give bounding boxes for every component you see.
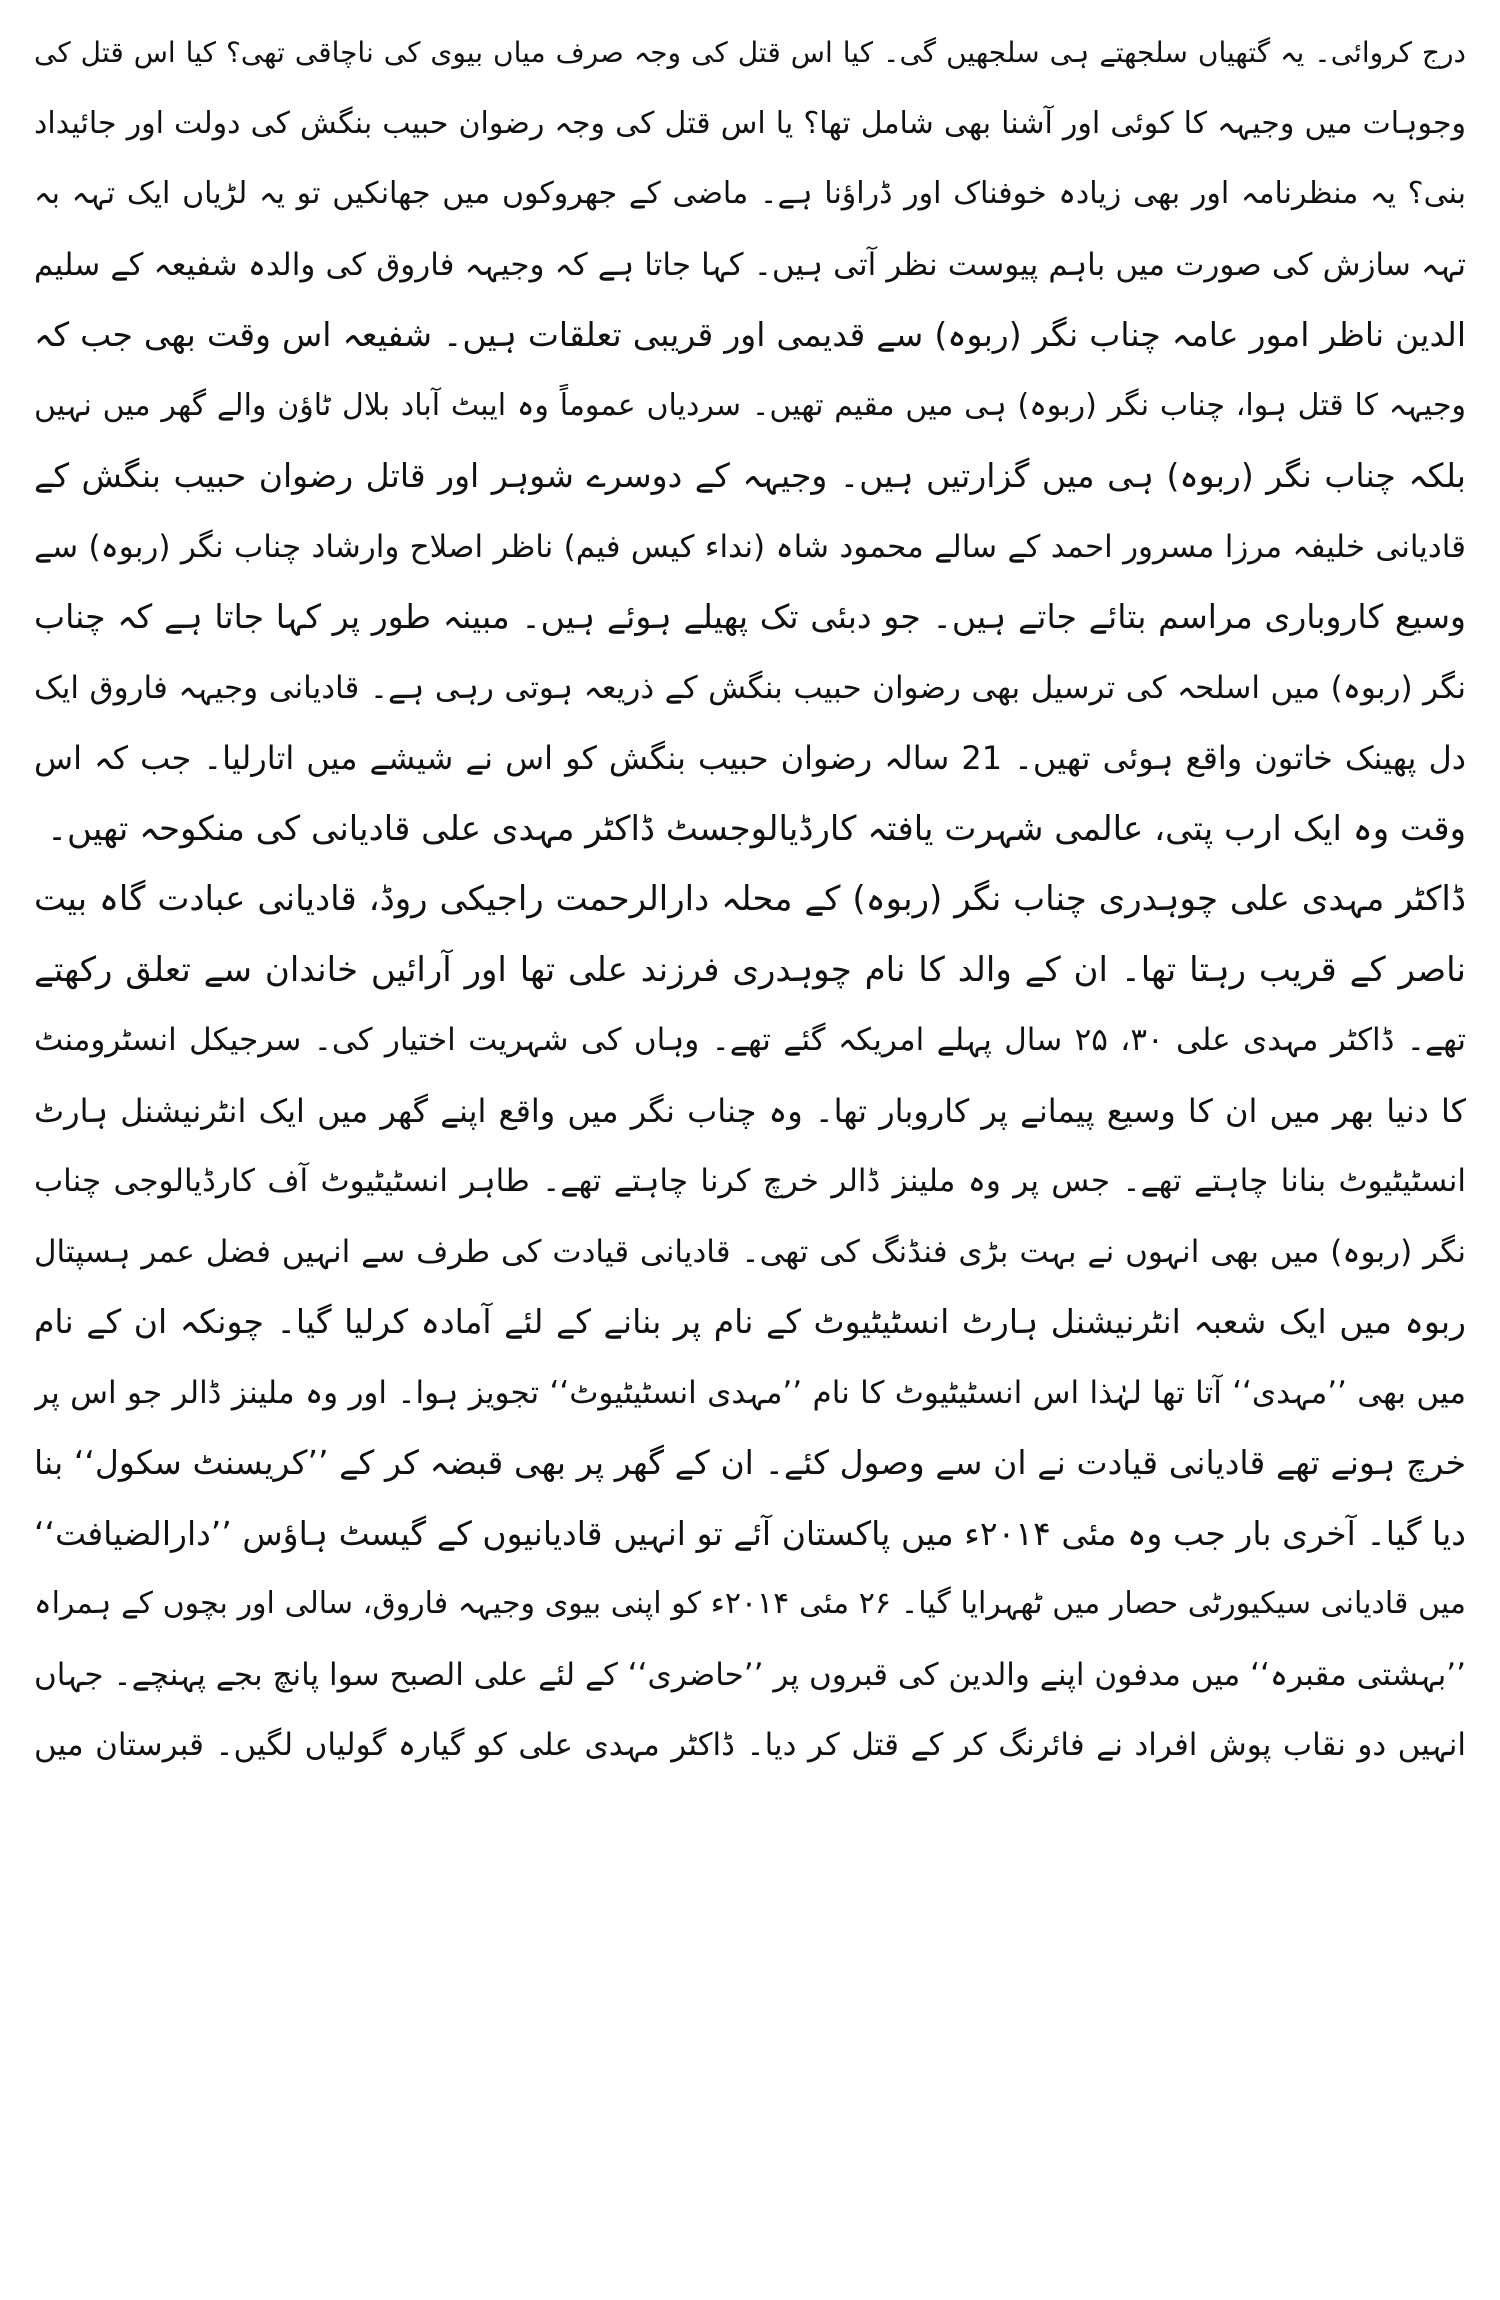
text-line: نگر (ربوہ) میں اسلحہ کی ترسیل بھی رضوان حبیب بنگش کے ذریعہ ہوتی رہی ہے۔ قادیانی وجیہہ فاروق ایک	[34, 669, 1466, 706]
text-line: بنی؟ یہ منظرنامہ اور بھی زیادہ خوفناک اور ڈراؤنا ہے۔ ماضی کے جھروکوں میں جھانکیں تو یہ لڑیاں ایک تہہ بہ	[34, 176, 1466, 211]
text-line: خرچ ہونے تھے قادیانی قیادت نے ان سے وصول کئے۔ ان کے گھر پر بھی قبضہ کر کے ’’کریسنٹ سکول‘‘ بنا	[34, 1443, 1466, 1482]
text-line: درج کروائی۔ یہ گتھیاں سلجھتے ہی سلجھیں گی۔ کیا اس قتل کی وجہ صرف میاں بیوی کی ناچاقی تھی؟ کیا اس قتل کی	[34, 36, 1466, 69]
paragraph-end-line: وقت وہ ایک ارب پتی، عالمی شہرت یافتہ کارڈیالوجسٹ ڈاکٹر مہدی علی قادیانی کی منکوحہ تھیں۔	[47, 808, 1466, 849]
text-line: تھے۔ ڈاکٹر مہدی علی ۳۰، ۲۵ سال پہلے امریکہ گئے تھے۔ وہاں کی شہریت اختیار کی۔ سرجیکل انسٹرومنٹ	[34, 1022, 1466, 1058]
text-line: تہہ سازش کی صورت میں باہم پیوست نظر آتی ہیں۔ کہا جاتا ہے کہ وجیہہ فاروق کی والدہ شفیعہ کے سلیم	[34, 246, 1466, 283]
text-line: ’’بہشتی مقبرہ‘‘ میں مدفون اپنے والدین کی قبروں پر ’’حاضری‘‘ کے لئے علی الصبح سوا پانچ بجے پہنچے۔ جہاں	[34, 1656, 1466, 1693]
text-line: انسٹیٹیوٹ بنانا چاہتے تھے۔ جس پر وہ ملینز ڈالر خرچ کرنا چاہتے تھے۔ طاہر انسٹیٹیوٹ آف کارڈیالوجی چناب	[34, 1163, 1466, 1199]
text-line: دیا گیا۔ آخری بار جب وہ مئی ۲۰۱۴ء میں پاکستان آئے تو انہیں قادیانیوں کے گیسٹ ہاؤس ’’دارالضیافت‘‘	[34, 1513, 1466, 1553]
text-line: دل پھینک خاتون واقع ہوئی تھیں۔ 21 سالہ رضوان حبیب بنگش کو اس نے شیشے میں اتارلیا۔ جب کہ اس	[34, 739, 1466, 777]
text-line: بلکہ چناب نگر (ربوہ) ہی میں گزارتیں ہیں۔ وجیہہ کے دوسرے شوہر اور قاتل رضوان حبیب بنگش کے	[34, 456, 1466, 495]
text-line: وجوہات میں وجیہہ کا کوئی اور آشنا بھی شامل تھا؟ یا اس قتل کی وجہ رضوان حبیب بنگش کی دولت اور جائیداد	[34, 105, 1466, 141]
text-line: میں قادیانی سیکیورٹی حصار میں ٹھہرایا گیا۔ ۲۶ مئی ۲۰۱۴ء کو اپنی بیوی وجیہہ فاروق، سالی اور بچوں کے ہمراہ	[34, 1586, 1466, 1621]
text-line: ناصر کے قریب رہتا تھا۔ ان کے والد کا نام چوہدری فرزند علی تھا اور آرائیں خاندان سے تعلق رکھتے	[34, 949, 1466, 990]
text-line: کا دنیا بھر میں ان کا وسیع پیمانے پر کاروبار تھا۔ وہ چناب نگر میں واقع اپنے گھر میں ایک انٹرنیشنل ہارٹ	[34, 1091, 1466, 1130]
text-line: انہیں دو نقاب پوش افراد نے فائرنگ کر کے قتل کر دیا۔ ڈاکٹر مہدی علی کو گیارہ گولیاں لگیں۔ قبرستان میں	[34, 1727, 1466, 1763]
text-line: ربوہ میں ایک شعبہ انٹرنیشنل ہارٹ انسٹیٹیوٹ کے نام پر بنانے کے لئے آمادہ کرلیا گیا۔ چونکہ ان کے نام	[34, 1302, 1466, 1341]
text-line: نگر (ربوہ) میں بھی انہوں نے بہت بڑی فنڈنگ کی تھی۔ قادیانی قیادت کی طرف سے انہیں فضل عمر ہسپتال	[34, 1233, 1466, 1270]
text-line: وجیہہ کا قتل ہوا، چناب نگر (ربوہ) ہی میں مقیم تھیں۔ سردیاں عموماً وہ ایبٹ آباد بلال ٹاؤن والے گھر میں نہیں	[34, 387, 1466, 423]
text-line: وسیع کاروباری مراسم بتائے جاتے ہیں۔ جو دبئی تک پھیلے ہوئے ہیں۔ مبینہ طور پر کہا جاتا ہے کہ چناب	[34, 597, 1466, 636]
text-line: الدین ناظر امور عامہ چناب نگر (ربوہ) سے قدیمی اور قریبی تعلقات ہیں۔ شفیعہ اس وقت بھی جب کہ	[34, 315, 1466, 354]
text-line: قادیانی خلیفہ مرزا مسرور احمد کے سالے محمود شاہ (نداء کیس فیم) ناظر اصلاح وارشاد چناب نگر (ربوہ) سے	[34, 528, 1466, 565]
text-line: میں بھی ’’مہدی‘‘ آتا تھا لہٰذا اس انسٹیٹیوٹ کا نام ’’مہدی انسٹیٹیوٹ‘‘ تجویز ہوا۔ اور وہ ملینز ڈالر جو اس پر	[34, 1374, 1466, 1411]
text-line: ڈاکٹر مہدی علی چوہدری چناب نگر (ربوہ) کے محلہ دارالرحمت راجیکی روڈ، قادیانی عبادت گاہ بیت	[34, 879, 1466, 919]
